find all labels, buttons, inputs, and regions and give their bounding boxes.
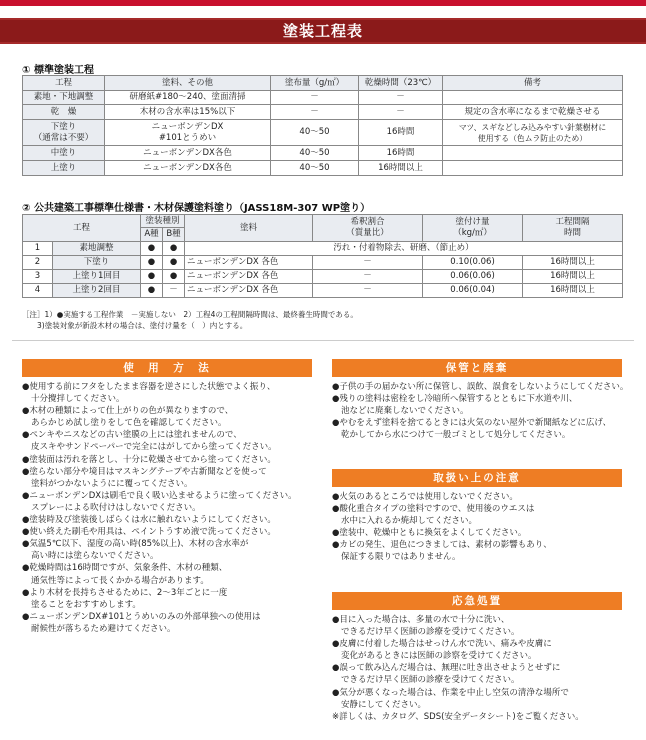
- dry-cell: 16時間: [359, 120, 443, 146]
- material-line: #101とうめい: [158, 132, 217, 143]
- list-item: ●気温5℃以下、湿度の高い時(85%以上)、木材の含水率が: [22, 539, 249, 550]
- list-item: ●火気のあるところでは使用しないでください。: [332, 492, 518, 502]
- list-item: 池などに廃棄しないでください。: [341, 406, 469, 417]
- list-item: ●ペンキやニスなどの古い塗膜の上には塗れませんので、: [22, 430, 242, 441]
- amount-cell: －: [271, 91, 359, 105]
- list-item: 乾かしてから水につけて一般ゴミとして処分してください。: [341, 430, 571, 441]
- list-item: ●カビの発生、退色につきましては、素材の影響もあり、: [332, 540, 552, 551]
- list-item: ●残りの塗料は密栓をし冷暗所へ保管するとともに下水道や川、: [332, 394, 578, 405]
- type-b-cell: －: [163, 284, 185, 298]
- material-cell: ニューボンデンDX 各色: [185, 284, 313, 298]
- step-cell: 中塗り: [23, 146, 105, 161]
- list-item: ●誤って飲み込んだ場合は、無理に吐き出させようとせずに: [332, 663, 561, 674]
- note-line: マツ、スギなどしみ込みやすい針葉樹材に: [458, 122, 607, 132]
- material-cell: [105, 120, 271, 146]
- col-header-step: 工程: [23, 76, 105, 91]
- section1-heading: ① 標準塗装工程: [22, 65, 94, 76]
- interval-cell: 16時間以上: [523, 256, 623, 270]
- list-item: 変化があるときには医師の診察を受けてください。: [341, 651, 537, 662]
- material-cell: ニューボンデンDX 各色: [185, 256, 313, 270]
- list-item: ●乾燥時間は16時間ですが、気象条件、木材の種類、: [22, 563, 228, 574]
- storage-heading: 保管と廃棄: [332, 359, 622, 377]
- header-line: （質量比）: [346, 228, 389, 238]
- note-cell: [443, 120, 623, 146]
- note-line: 3)塗装対象が新設木材の場合は、塗付け量を（ ）内とする。: [22, 321, 248, 330]
- header-line: 工程間隔: [555, 217, 590, 227]
- top-accent-bar: [0, 0, 646, 6]
- page-title: 塗装工程表: [282, 22, 363, 40]
- usage-heading: 使 用 方 法: [22, 359, 312, 377]
- usage-list: [22, 381, 322, 635]
- storage-list: [332, 381, 632, 441]
- list-item: ●酸化重合タイプの塗料ですので、使用後のウエスは: [332, 504, 535, 515]
- merged-cell: 汚れ・付着物除去、研磨、（節止め）: [185, 242, 623, 256]
- emergency-list: [332, 614, 632, 723]
- col-header-material: 塗料、その他: [105, 76, 271, 91]
- list-item: ●ニューボンデンDXは刷毛で良く吸い込ませるように塗ってください。: [22, 490, 297, 501]
- material-cell: 研磨紙#180～240、塗面清掃: [105, 91, 271, 105]
- note-cell: [443, 161, 623, 176]
- note-cell: [443, 146, 623, 161]
- type-b-cell: ●: [163, 270, 185, 284]
- col-header-dry-time: 乾燥時間（23℃）: [359, 76, 443, 91]
- table-notes: [22, 309, 358, 331]
- material-cell: 木材の含水率は15%以下: [105, 105, 271, 120]
- interval-cell: 16時間以上: [523, 270, 623, 284]
- type-a-cell: ●: [141, 284, 163, 298]
- list-item: できるだけ早く医師の診療を受けてください。: [341, 627, 520, 638]
- section2-heading: ② 公共建築工事標準仕様書・木材保護塗料塗り（JASS18M-307 WP塗り）: [22, 203, 371, 214]
- list-item: 塗ることをおすすめします。: [31, 599, 141, 610]
- amount-cell: 0.06(0.06): [423, 270, 523, 284]
- list-item: ●皮膚に付着した場合はせっけん水で洗い、痛みや皮膚に: [332, 639, 552, 650]
- dilution-cell: －: [313, 284, 423, 298]
- list-item: できるだけ早く医師の診療を受けてください。: [341, 675, 520, 686]
- col-header-interval: [523, 215, 623, 242]
- material-cell: ニューボンデンDX各色: [105, 161, 271, 176]
- step-cell: 上塗り1回目: [53, 270, 141, 284]
- dry-cell: 16時間以上: [359, 161, 443, 176]
- type-a-cell: ●: [141, 242, 163, 256]
- col-header-amount: 塗布量（g/㎡）: [271, 76, 359, 91]
- amount-cell: 0.10(0.06): [423, 256, 523, 270]
- list-item: ●ニューボンデンDX#101とうめいのみの外部単独への使用は: [22, 611, 261, 622]
- list-item: 十分攪拌してください。: [31, 394, 125, 405]
- table-row: [23, 161, 623, 176]
- material-cell: ニューボンデンDX各色: [105, 146, 271, 161]
- material-cell: ニューボンデンDX 各色: [185, 270, 313, 284]
- no-cell: 1: [23, 242, 53, 256]
- divider: [12, 340, 634, 341]
- step-cell: 乾 燥: [23, 105, 105, 120]
- step-cell: 素地調整: [53, 242, 141, 256]
- header-line: 時間: [564, 228, 582, 238]
- list-item: 耐候性が落ちるため避けてください。: [31, 623, 176, 634]
- emergency-heading: 応急処置: [332, 592, 622, 610]
- col-header-note: 備考: [443, 76, 623, 91]
- dry-cell: 16時間: [359, 146, 443, 161]
- list-item: ●塗装面は汚れを落とし、十分に乾燥させてから塗ってください。: [22, 454, 276, 465]
- amount-cell: 40～50: [271, 120, 359, 146]
- note-line: ［注］1）●実施する工程作業 －実施しない 2）工程4の工程間隔時間は、最終養生時間である。: [22, 310, 358, 319]
- table-row: [23, 270, 623, 284]
- list-item: ●子供の手の届かない所に保管し、誤飲、誤食をしないようにしてください。: [332, 382, 629, 392]
- no-cell: 3: [23, 270, 53, 284]
- col-header-type: 塗装種別: [141, 215, 185, 228]
- list-item: ●気分が悪くなった場合は、作業を中止し空気の清浄な場所で: [332, 687, 569, 698]
- col-header-material: 塗料: [185, 215, 313, 242]
- dry-cell: －: [359, 105, 443, 120]
- interval-cell: 16時間以上: [523, 284, 623, 298]
- list-item: 塗料がつかないようにに覆ってください。: [31, 478, 193, 489]
- type-b-cell: ●: [163, 256, 185, 270]
- step-line: 下塗り: [50, 121, 77, 132]
- type-a-cell: ●: [141, 270, 163, 284]
- dry-cell: －: [359, 91, 443, 105]
- jass-process-table: [22, 214, 623, 298]
- list-item: ●使用する前にフタをしたまま容器を逆さにした状態でよく振り、: [22, 382, 276, 392]
- step-cell: 素地・下地調整: [23, 91, 105, 105]
- list-item: あらかじめ試し塗りをして色を確認してください。: [31, 418, 227, 429]
- header-line: 塗付け量: [455, 217, 490, 227]
- list-item: ●塗らない部分や境目はマスキングテープや古新聞などを使って: [22, 466, 267, 477]
- list-item: スプレーによる吹付けはしないでください。: [31, 502, 201, 513]
- list-item: 皮スキやサンドペーパーで完全にはがしてから塗ってください。: [31, 442, 277, 453]
- note-cell: [443, 91, 623, 105]
- list-item: 高い時には塗らないでください。: [31, 551, 159, 562]
- col-header-type-a: A種: [141, 228, 163, 242]
- table-row: [23, 146, 623, 161]
- note-line: 使用する（色ムラ防止のため）: [477, 133, 588, 143]
- list-item: 安静にしてください。: [341, 699, 427, 710]
- handling-heading: 取扱い上の注意: [332, 469, 622, 487]
- step-line: （通常は不要）: [33, 132, 94, 143]
- col-header-type-b: B種: [163, 228, 185, 242]
- list-item: ●塗装時及び塗装後しばらくは水に触れないようにしてください。: [22, 515, 276, 526]
- header-line: （kg/㎡）: [453, 228, 492, 238]
- table-row: [23, 242, 623, 256]
- list-item: ●塗装中、乾燥中ともに換気をよくしてください。: [332, 528, 527, 539]
- handling-list: [332, 491, 632, 564]
- dilution-cell: －: [313, 270, 423, 284]
- no-cell: 2: [23, 256, 53, 270]
- amount-cell: 40～50: [271, 146, 359, 161]
- list-item: 通気性等によって長くかかる場合があります。: [31, 575, 209, 586]
- amount-cell: 40～50: [271, 161, 359, 176]
- list-item: ●使い終えた刷毛や用具は、ペイントうすめ液で洗ってください。: [22, 527, 276, 538]
- list-item: ※詳しくは、カタログ、SDS(安全データシート)をご覧ください。: [332, 711, 584, 722]
- col-header-dilution: [313, 215, 423, 242]
- material-line: ニューボンデンDX: [151, 121, 224, 132]
- list-item: 保証する限りではありません。: [341, 552, 461, 563]
- type-a-cell: ●: [141, 256, 163, 270]
- table-row: [23, 120, 623, 146]
- no-cell: 4: [23, 284, 53, 298]
- step-cell: [23, 120, 105, 146]
- table-row: [23, 284, 623, 298]
- dilution-cell: －: [313, 256, 423, 270]
- table-row: [23, 105, 623, 120]
- col-header-step: 工程: [23, 215, 141, 242]
- list-item: ●より木材を長持ちさせるために、2～3年ごとに一度: [22, 587, 228, 598]
- list-item: ●やむをえず塗料を捨てるときには火気のない屋外で新聞紙などに広げ、: [332, 418, 612, 429]
- table-row: [23, 91, 623, 105]
- table-row: [23, 256, 623, 270]
- list-item: ●目に入った場合は、多量の水で十分に洗い、: [332, 615, 510, 625]
- step-cell: 下塗り: [53, 256, 141, 270]
- list-item: 水中に入れるか焼却してください。: [341, 516, 478, 527]
- col-header-amount: [423, 215, 523, 242]
- note-cell: 規定の含水率になるまで乾燥させる: [443, 105, 623, 120]
- standard-process-table: [22, 75, 623, 176]
- step-cell: 上塗り2回目: [53, 284, 141, 298]
- amount-cell: －: [271, 105, 359, 120]
- amount-cell: 0.06(0.04): [423, 284, 523, 298]
- type-b-cell: ●: [163, 242, 185, 256]
- step-cell: 上塗り: [23, 161, 105, 176]
- list-item: ●木材の種類によって仕上がりの色が異なりますので、: [22, 406, 234, 417]
- header-line: 希釈割合: [350, 217, 385, 227]
